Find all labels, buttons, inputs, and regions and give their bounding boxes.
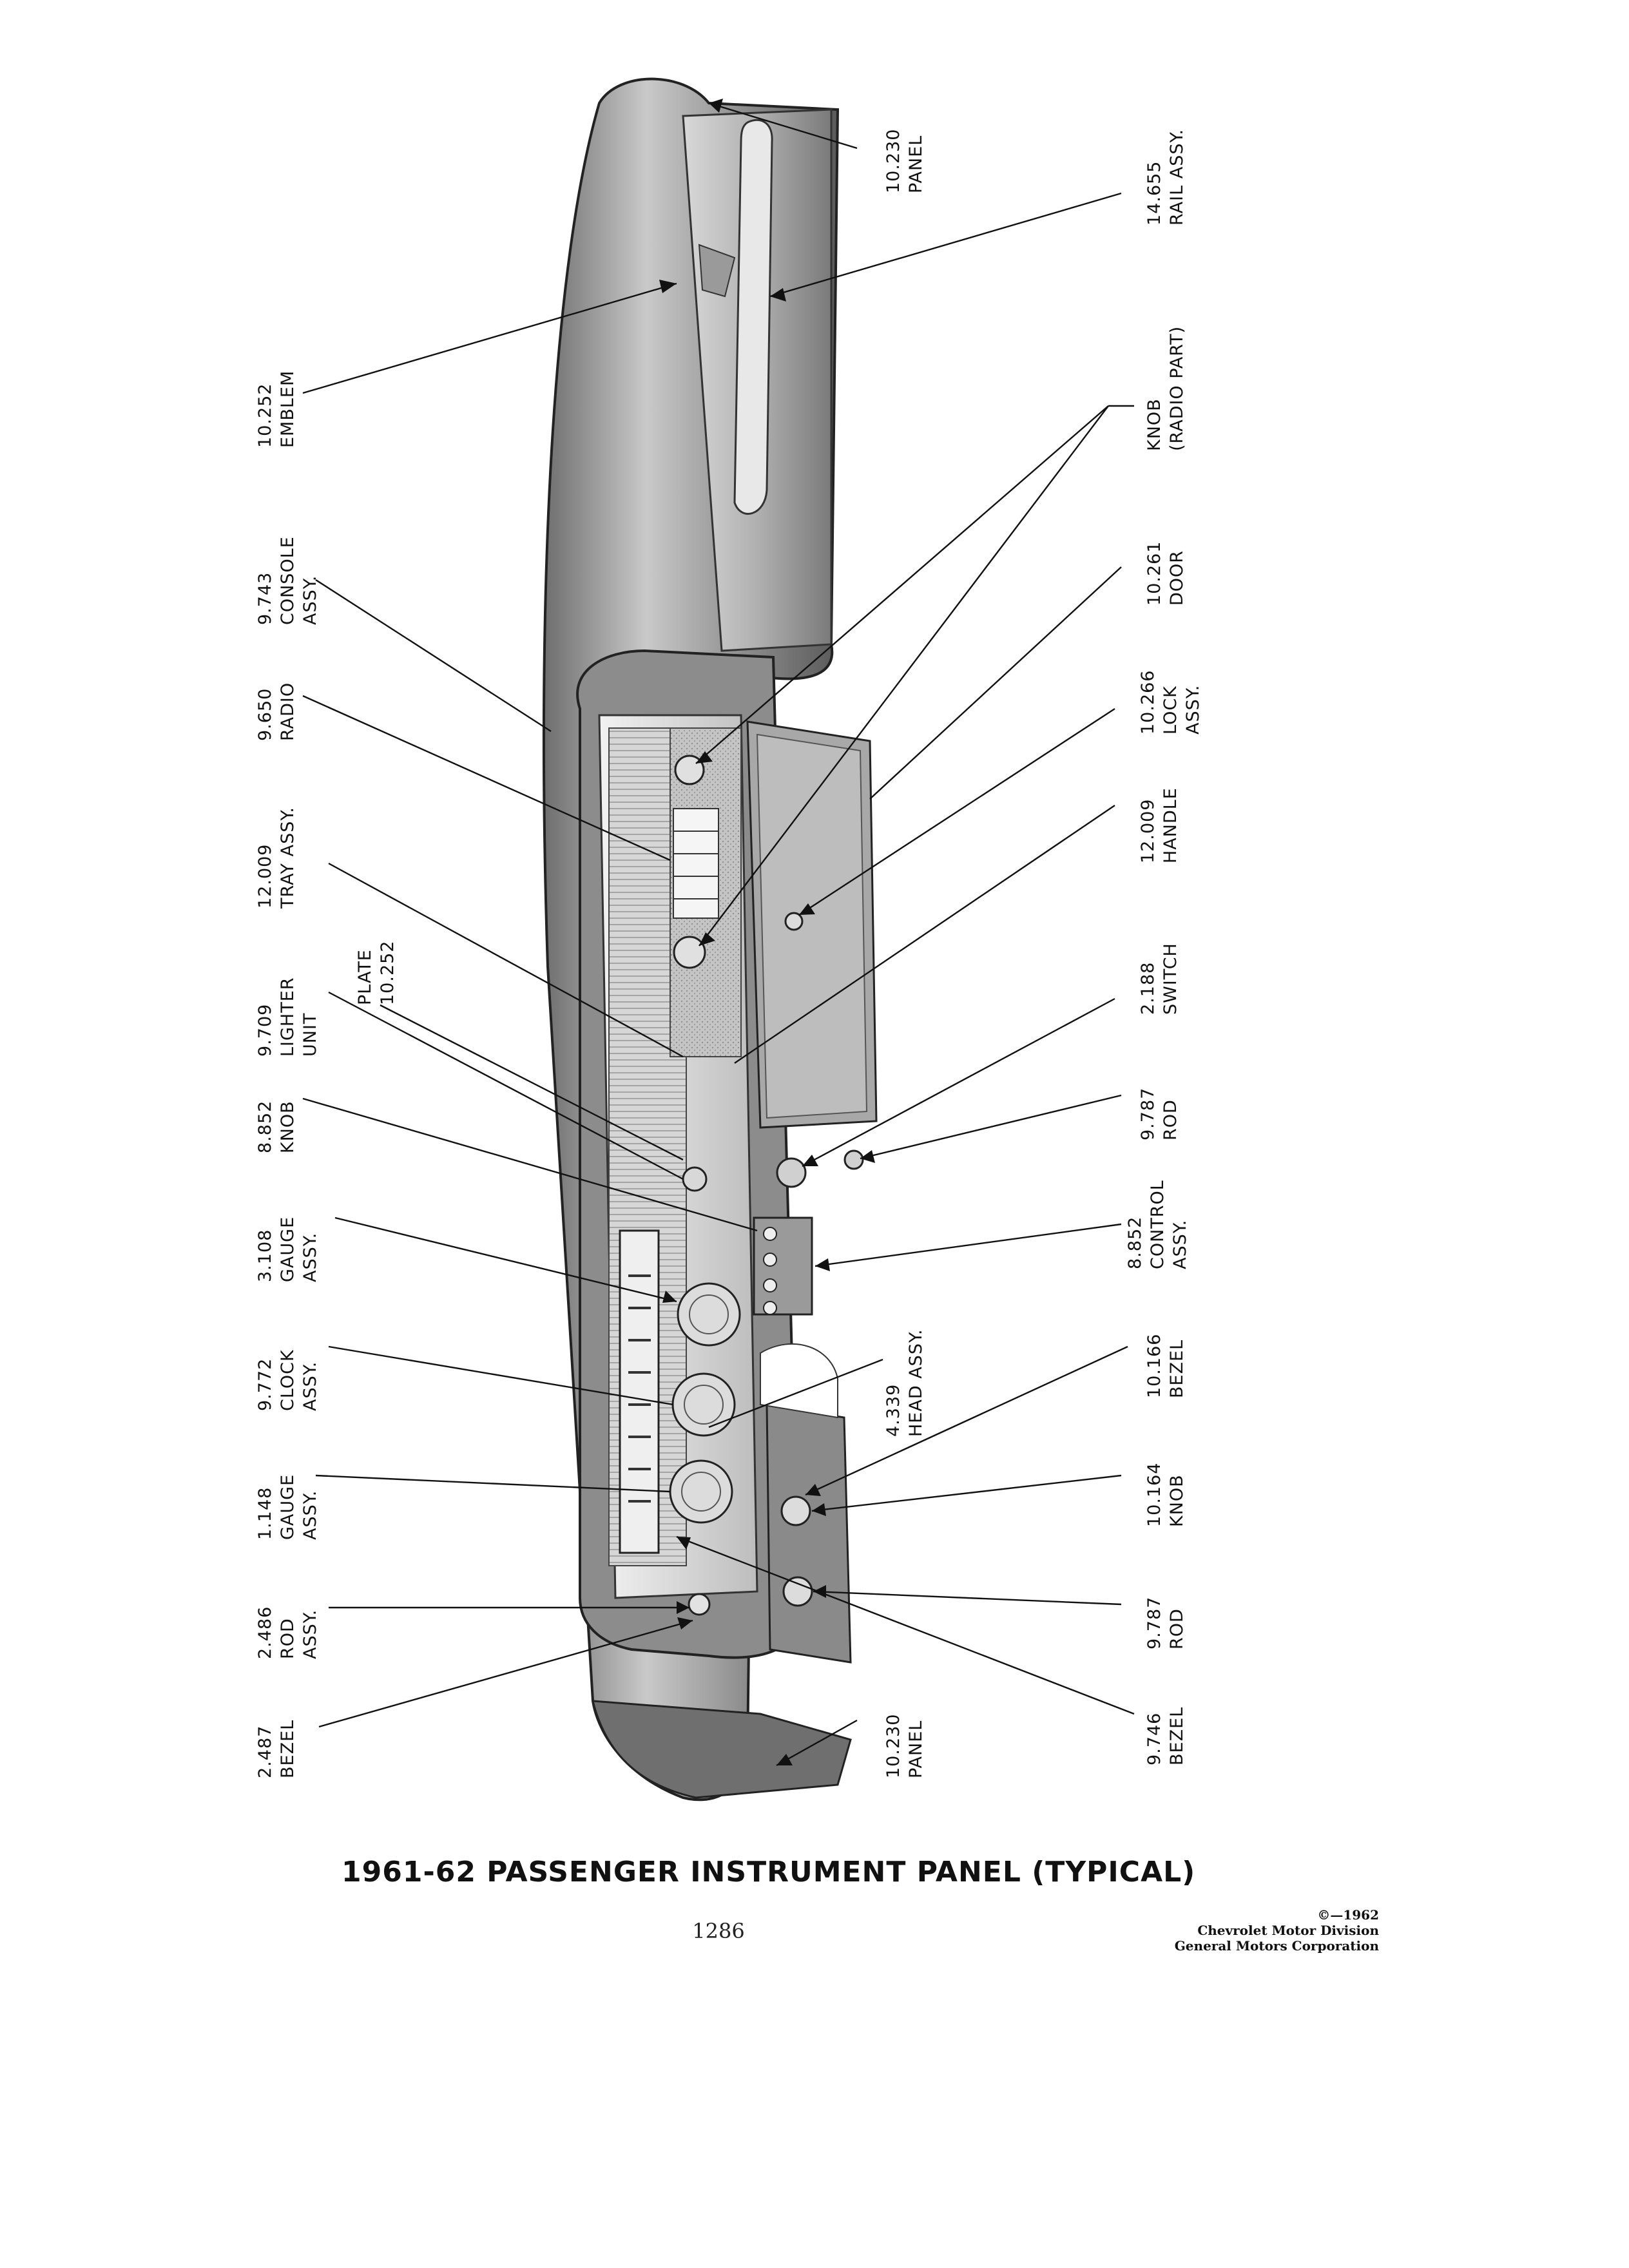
callout-rod-9787a-name: ROD [1161, 1099, 1181, 1140]
callout-switch-number: 2.188 [1138, 961, 1158, 1015]
callout-door-name: DOOR [1167, 550, 1187, 606]
callout-rod-2486-name: ROD [278, 1618, 298, 1659]
callout-emblem-name: EMBLEM [278, 370, 298, 448]
callout-rail-number: 14.655 [1144, 160, 1164, 226]
callout-radio-name: RADIO [278, 682, 298, 741]
callout-panel-top-number: 10.230 [883, 128, 903, 193]
callout-handle-number: 12.009 [1138, 798, 1158, 863]
callout-lighter-name: LIGHTER [278, 977, 298, 1057]
callout-rod-9787b-number: 9.787 [1144, 1596, 1164, 1649]
callout-knob-10164-number: 10.164 [1144, 1462, 1164, 1527]
callout-bezel-10166-name: BEZEL [1167, 1339, 1187, 1398]
callout-knob-8852-number: 8.852 [255, 1100, 275, 1153]
callout-console-name: CONSOLE [278, 536, 298, 625]
callout-radio-knob-name2: (RADIO PART) [1167, 325, 1187, 451]
callout-knob-10164-name: KNOB [1167, 1474, 1187, 1527]
callout-gauge-3108-name2: ASSY. [300, 1232, 320, 1282]
callout-door-number: 10.261 [1144, 541, 1164, 606]
callout-bezel-2487-number: 2.487 [255, 1725, 275, 1778]
callout-gauge-1148-number: 1.148 [255, 1486, 275, 1540]
callout-rod-9787a-number: 9.787 [1138, 1087, 1158, 1140]
callout-head-name: HEAD ASSY. [906, 1329, 926, 1437]
callout-panel-top-name: PANEL [906, 135, 926, 193]
copyright-block [1063, 1907, 1379, 1954]
copyright-line-1: ©—1962 [1317, 1907, 1379, 1923]
callout-radio-number: 9.650 [255, 687, 275, 741]
callout-head-number: 4.339 [883, 1383, 903, 1437]
callout-emblem-number: 10.252 [255, 383, 275, 448]
callout-bezel-9746-number: 9.746 [1144, 1712, 1164, 1765]
callout-rod-9787b-name: ROD [1167, 1608, 1187, 1649]
copyright-line-2: Chevrolet Motor Division [1197, 1923, 1379, 1938]
callout-control-name: CONTROL [1148, 1180, 1168, 1269]
callout-gauge-3108-number: 3.108 [255, 1229, 275, 1282]
callout-rod-2486-name2: ASSY. [300, 1609, 320, 1659]
callout-gauge-1148-name2: ASSY. [300, 1490, 320, 1540]
callout-control-name2: ASSY. [1170, 1219, 1190, 1269]
copyright-line-3: General Motors Corporation [1174, 1938, 1379, 1954]
callout-tray-number: 12.009 [255, 843, 275, 908]
callout-clock-number: 9.772 [255, 1358, 275, 1411]
callout-switch-name: SWITCH [1161, 943, 1181, 1015]
figure-title: 1961-62 PASSENGER INSTRUMENT PANEL (TYPICAL) [342, 1856, 1196, 1888]
callout-console-name2: ASSY. [300, 575, 320, 625]
callout-lock-number: 10.266 [1138, 669, 1158, 735]
callout-clock-name2: ASSY. [300, 1361, 320, 1411]
callout-lighter-number: 9.709 [255, 1003, 275, 1057]
callout-bezel-2487-name: BEZEL [278, 1719, 298, 1778]
callout-panel-bottom-number: 10.230 [883, 1713, 903, 1778]
callout-lock-name: LOCK [1161, 686, 1181, 735]
callout-console-number: 9.743 [255, 572, 275, 625]
page-number: 1286 [692, 1919, 745, 1943]
callout-knob-8852-name: KNOB [278, 1100, 298, 1153]
callout-clock-name: CLOCK [278, 1349, 298, 1411]
callout-tray-name: TRAY ASSY. [278, 807, 298, 908]
callout-gauge-1148-name: GAUGE [278, 1474, 298, 1540]
callout-lighter-name2: UNIT [300, 1012, 320, 1057]
callout-plate-number: 10.252 [378, 940, 398, 1005]
callout-handle-name: HANDLE [1161, 787, 1181, 863]
callout-rod-2486-number: 2.486 [255, 1606, 275, 1659]
callout-bezel-9746-name: BEZEL [1167, 1706, 1187, 1765]
callout-rail-name: RAIL ASSY. [1167, 128, 1187, 226]
callout-lock-name2: ASSY. [1183, 684, 1203, 735]
callout-gauge-3108-name: GAUGE [278, 1216, 298, 1282]
callout-plate-name: PLATE [355, 949, 375, 1005]
callout-bezel-10166-number: 10.166 [1144, 1333, 1164, 1398]
callout-radio-knob-name: KNOB [1144, 398, 1164, 451]
callout-control-number: 8.852 [1125, 1216, 1145, 1269]
callout-panel-bottom-name: PANEL [906, 1720, 926, 1778]
